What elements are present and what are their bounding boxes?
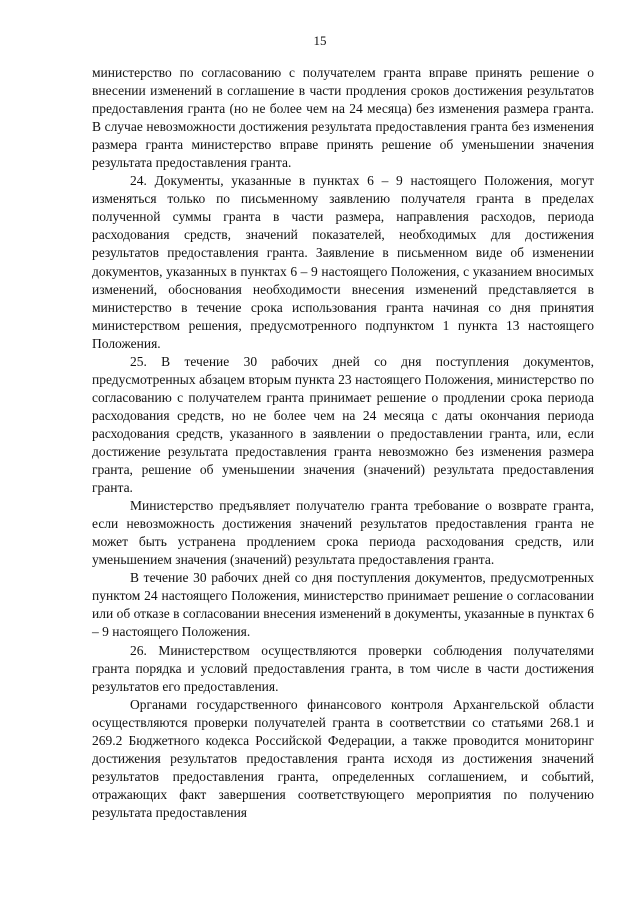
paragraph-refund-demand: Министерство предъявляет получателю гранта требование о возврате гранта, если невозможность достижения значений результатов предоставления гранта не может быть устранена продлением срока периода расходования средств, или уменьшением значения (значений) результата предоставления гранта. bbox=[92, 498, 594, 568]
document-body bbox=[92, 64, 594, 822]
paragraph-financial-control: Органами государственного финансового контроля Архангельской области осуществляются проверки получателей гранта в соответствии со статьями 268.1 и 269.2 Бюджетного кодекса Российской Федерации, а также проводится мониторинг достижения результатов предоставления гранта исходя из достижения значений результатов предоставления гранта, определенных соглашением, и событий, отражающих факт завершения соответствующего мероприятия по получению результата предоставления bbox=[92, 696, 594, 820]
paragraph-item-26: 26. Министерством осуществляются проверки соблюдения получателями гранта порядка и условий предоставления гранта, в том числе в части достижения результатов его предоставления. bbox=[92, 642, 594, 694]
page-number: 15 bbox=[313, 33, 327, 48]
paragraph-approval-deadline: В течение 30 рабочих дней со дня поступления документов, предусмотренных пунктом 24 настоящего Положения, министерство принимает решение о согласовании или об отказе в согласовании внесения изменений в документы, указанные в пунктах 6 – 9 настоящего Положения. bbox=[92, 570, 594, 640]
paragraph-item-25: 25. В течение 30 рабочих дней со дня поступления документов, предусмотренных абзацем вторым пункта 23 настоящего Положения, министерство по согласованию с получателем гранта принимает решение о продлении срока периода расходования средств, но не более чем на 24 месяца с даты окончания периода расходования средств, указанного в заявлении о предоставлении гранта, или, если достижение результата предоставления гранта невозможно без изменения размера гранта, решение об уменьшении значения (значений) результата предоставления гранта. bbox=[92, 353, 594, 496]
paragraph-continuation: министерство по согласованию с получателем гранта вправе принять решение о внесении изменений в соглашение в части продления сроков достижения результатов предоставления гранта (но не более чем на 24 месяца) без изменения размера гранта. В случае невозможности достижения результата предоставления гранта без изменения размера гранта министерство вправе принять решение об уменьшении значения результата предоставления гранта. bbox=[92, 65, 594, 171]
paragraph-item-24: 24. Документы, указанные в пунктах 6 – 9 настоящего Положения, могут изменяться только по письменному заявлению получателя гранта в пределах полученной суммы гранта в части размера, направления расходов, периода расходования средств, значений показателей, необходимых для достижения результатов предоставления гранта. Заявление в письменном виде об изменении документов, указанных в пунктах 6 – 9 настоящего Положения, с указанием вносимых изменений, обоснования необходимости внесения изменений представляется в министерство в течение срока использования гранта начиная со дня принятия министерством решения, предусмотренного подпунктом 1 пункта 13 настоящего Положения. bbox=[92, 173, 594, 351]
